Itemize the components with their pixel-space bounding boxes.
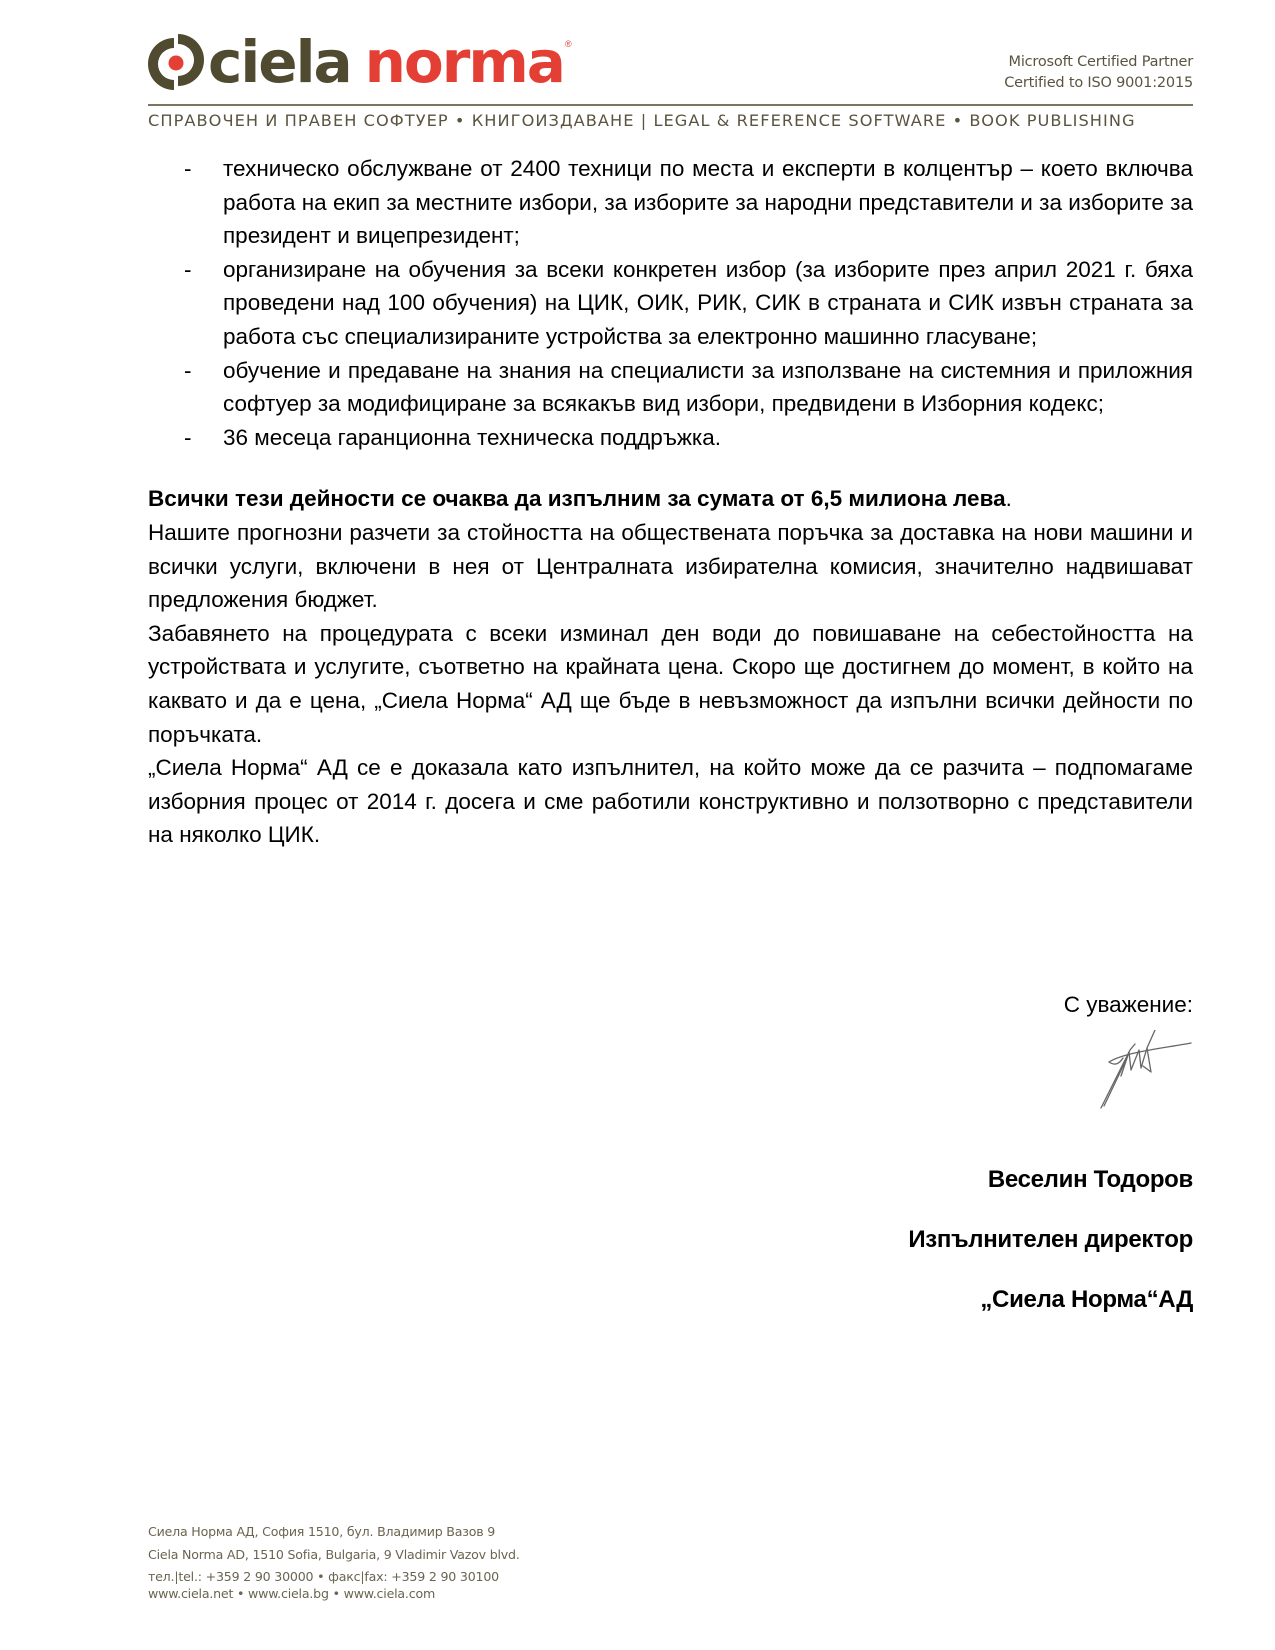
cert-iso: Certified to ISO 9001:2015: [1004, 75, 1193, 91]
header-divider: [148, 104, 1193, 106]
paragraph-track-record: „Сиела Норма“ АД се е доказала като изпълнител, на който може да се разчита – подпомагаме изборния процес от 2014 г. досега и сме работили конструктивно и ползотворно с представители на няколко ЦИК.: [148, 755, 1193, 848]
logo-word-norma: norma: [364, 28, 564, 96]
summary-bold-text: Всички тези дейности се очаква да изпълним за сумата от 6,5 милиона лева: [148, 486, 1006, 512]
salutation: С уважение:: [1063, 992, 1193, 1017]
cert-microsoft: Microsoft Certified Partner: [1008, 54, 1193, 70]
bullet-dash: -: [184, 357, 192, 383]
logo-word-ciela: ciela: [208, 28, 351, 96]
list-item: [148, 421, 1193, 455]
ciela-norma-logo-mark-icon: [148, 30, 204, 94]
signatory-title: Изпълнителен директор: [908, 1226, 1193, 1253]
bullet-dash: -: [184, 156, 192, 181]
registered-mark: ®: [564, 39, 572, 49]
letter-body: [148, 152, 1193, 852]
certifications: [1004, 52, 1193, 94]
paragraph-estimates: Нашите прогнозни разчети за стойността на обществената поръчка за доставка на нови машини и всички услуги, включени в нея от Централната избирателна комисия, значително надвишават предложения бюджет.: [148, 519, 1193, 613]
footer-phone-fax: тел.|tel.: +359 2 90 30000 • факс|fax: +359 2 90 30100: [148, 1569, 499, 1584]
list-item: [148, 354, 1193, 421]
bullet-dash: -: [184, 256, 192, 282]
spacer: [148, 454, 1193, 482]
list-item-text: обучение и предаване на знания на специалисти за използване на системния и приложния софтуер за модифициране за всякакъв вид избори, предвидени в Изборния кодекс;: [223, 357, 1193, 417]
signature-icon: [1085, 1030, 1225, 1130]
company-logo: [148, 26, 572, 98]
list-item: [148, 152, 1193, 253]
summary-period: .: [1005, 486, 1012, 512]
letterhead-footer: [148, 1520, 520, 1605]
paragraph-delay: Забавянето на процедурата с всеки изминал ден води до повишаване на себестойността на устройствата и услугите, съответно на крайната цена. Скоро ще достигнем до момент, в който на каквато и да е цена, „Сиела Норма“ АД ще бъде в невъзможност да изпълни всички дейности по поръчката.: [148, 620, 1193, 747]
list-item-text: 36 месеца гаранционна техническа поддръжка.: [223, 424, 722, 450]
services-list: [148, 152, 1193, 454]
summary-paragraph: [148, 482, 1193, 516]
letterhead: [148, 26, 1193, 138]
list-item-text: организиране на обучения за всеки конкретен избор (за изборите през април 2021 г. бяха проведени над 100 обучения) на ЦИК, ОИК, РИК, СИК в страната и СИК извън страната за работа със специализираните устройства за електронно машинно гласуване;: [223, 256, 1193, 349]
bullet-dash: -: [184, 424, 192, 450]
list-item-text: техническо обслужване от 2400 техници по места и експерти в колцентър – което включва работа на екип за местните избори, за изборите за народни представители и за изборите за президент и вицепрезидент;: [223, 156, 1193, 249]
company-tagline: СПРАВОЧЕН И ПРАВЕН СОФТУЕР • КНИГОИЗДАВАНЕ | LEGAL & REFERENCE SOFTWARE • BOOK PUBLISHING: [148, 111, 1136, 130]
signatory-name: Веселин Тодоров: [987, 1166, 1193, 1193]
signatory-company: „Сиела Норма“АД: [980, 1286, 1193, 1313]
footer-address-en: Ciela Norma AD, 1510 Sofia, Bulgaria, 9 Vladimir Vazov blvd.: [148, 1547, 520, 1562]
footer-address-bg: Сиела Норма АД, София 1510, бул. Владимир Вазов 9: [148, 1524, 496, 1539]
signature-block: [908, 1150, 1193, 1330]
footer-websites: www.ciela.net • www.ciela.bg • www.ciela.com: [148, 1586, 436, 1601]
list-item: [148, 253, 1193, 354]
